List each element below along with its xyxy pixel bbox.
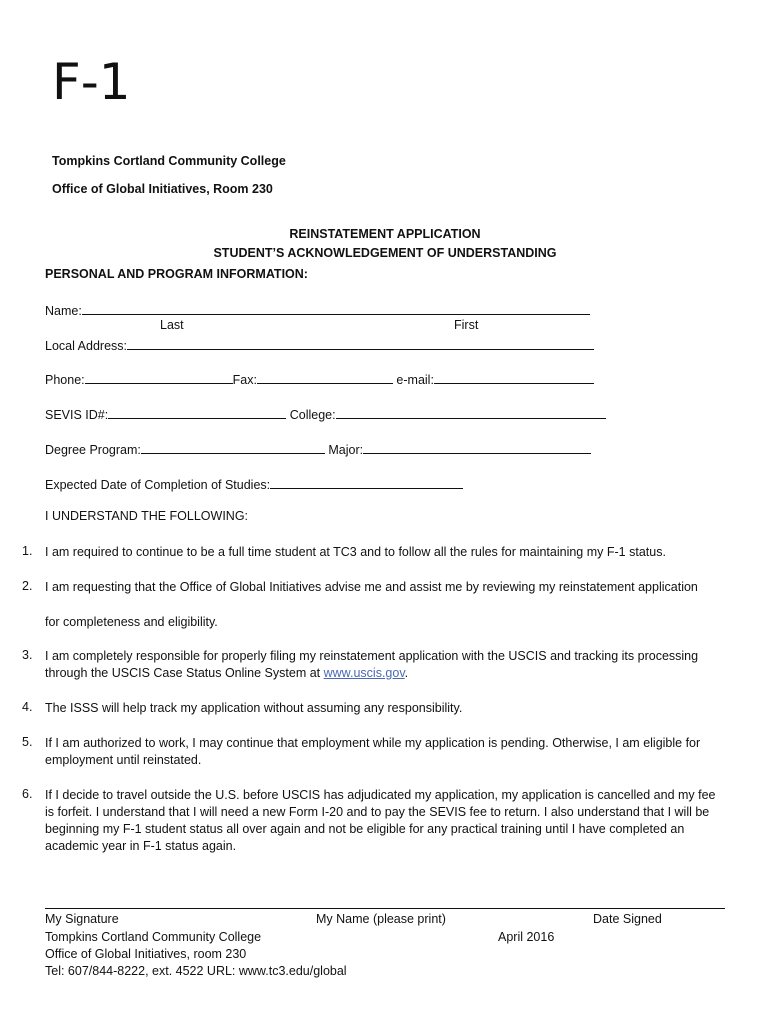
- sevis-row: [45, 405, 606, 422]
- contact-row: [45, 370, 594, 387]
- my-signature-label: My Signature: [45, 912, 119, 926]
- item-number: 3.: [22, 648, 33, 662]
- footer-contact: Tel: 607/844-8222, ext. 4522 URL: www.tc3.edu/global: [45, 964, 347, 978]
- item-text: If I decide to travel outside the U.S. before USCIS has adjudicated my application, my application is cancelled and my fee is forfeit. I understand that I will need a new Form I-20 and to pay the SEVIS fee to return. I also understand that I will be beginning my F-1 student status all over again and not be eligible for any practical training until I have completed an academic year in F-1 status again.: [45, 788, 716, 853]
- local-address-label: Local Address:: [45, 339, 127, 353]
- item-number: 4.: [22, 700, 33, 714]
- understand-heading: I UNDERSTAND THE FOLLOWING:: [45, 509, 249, 523]
- date-signed-label: Date Signed: [593, 912, 662, 926]
- footer-date: April 2016: [498, 930, 555, 944]
- item-text-end: .: [404, 666, 409, 680]
- college-input-line[interactable]: [336, 405, 606, 419]
- fax-input-line[interactable]: [257, 370, 393, 384]
- signature-line[interactable]: [45, 908, 725, 909]
- item-number: 1.: [22, 544, 33, 558]
- item-text: If I am authorized to work, I may continue that employment while my application is pending. Otherwise, I am eligible for employment until reinstated.: [45, 736, 701, 767]
- form-code: F-1: [52, 53, 131, 111]
- item-text: I am required to continue to be a full time student at TC3 and to follow all the rules for maintaining my F-1 status.: [45, 545, 666, 559]
- address-row: [45, 336, 594, 353]
- item-number: 2.: [22, 579, 33, 593]
- item-text: [45, 648, 725, 682]
- completion-date-input-line[interactable]: [270, 475, 463, 489]
- form-title-line1: REINSTATEMENT APPLICATION: [289, 227, 481, 241]
- item-number: 6.: [22, 787, 33, 801]
- degree-program-input-line[interactable]: [141, 440, 325, 454]
- email-label: e-mail:: [396, 373, 434, 387]
- major-label: Major:: [328, 443, 364, 457]
- last-name-caption: Last: [160, 318, 184, 332]
- degree-row: [45, 440, 591, 457]
- sevis-label: SEVIS ID#:: [45, 408, 109, 422]
- item-text-body: I am completely responsible for properly filing my reinstatement application with the USCIS and tracking its processing through the USCIS Case Status Online System at: [45, 649, 699, 680]
- phone-input-line[interactable]: [85, 370, 233, 384]
- sevis-input-line[interactable]: [108, 405, 286, 419]
- my-name-label: My Name (please print): [316, 912, 446, 926]
- item-text-continued: for completeness and eligibility.: [45, 615, 218, 629]
- form-title-line2: STUDENT’S ACKNOWLEDGEMENT OF UNDERSTANDING: [213, 246, 557, 260]
- section-heading: PERSONAL AND PROGRAM INFORMATION:: [45, 267, 308, 281]
- footer-college: Tompkins Cortland Community College: [45, 930, 262, 944]
- uscis-link[interactable]: www.uscis.gov: [323, 666, 405, 680]
- name-input-line[interactable]: [82, 301, 590, 315]
- item-text: The ISSS will help track my application without assuming any responsibility.: [45, 701, 463, 715]
- item-text: I am requesting that the Office of Global Initiatives advise me and assist me by reviewing my reinstatement application: [45, 580, 698, 594]
- item-number: 5.: [22, 735, 33, 749]
- name-row: [45, 301, 590, 318]
- first-name-caption: First: [454, 318, 479, 332]
- footer-office: Office of Global Initiatives, room 230: [45, 947, 247, 961]
- college-label: College:: [289, 408, 336, 422]
- completion-date-label: Expected Date of Completion of Studies:: [45, 478, 271, 492]
- degree-program-label: Degree Program:: [45, 443, 141, 457]
- phone-label: Phone:: [45, 373, 85, 387]
- name-label: Name:: [45, 304, 82, 318]
- fax-label: Fax:: [232, 373, 257, 387]
- email-input-line[interactable]: [434, 370, 594, 384]
- major-input-line[interactable]: [363, 440, 591, 454]
- local-address-input-line[interactable]: [127, 336, 594, 350]
- institution-name: Tompkins Cortland Community College: [52, 154, 286, 168]
- office-name: Office of Global Initiatives, Room 230: [52, 182, 273, 196]
- completion-row: [45, 475, 463, 492]
